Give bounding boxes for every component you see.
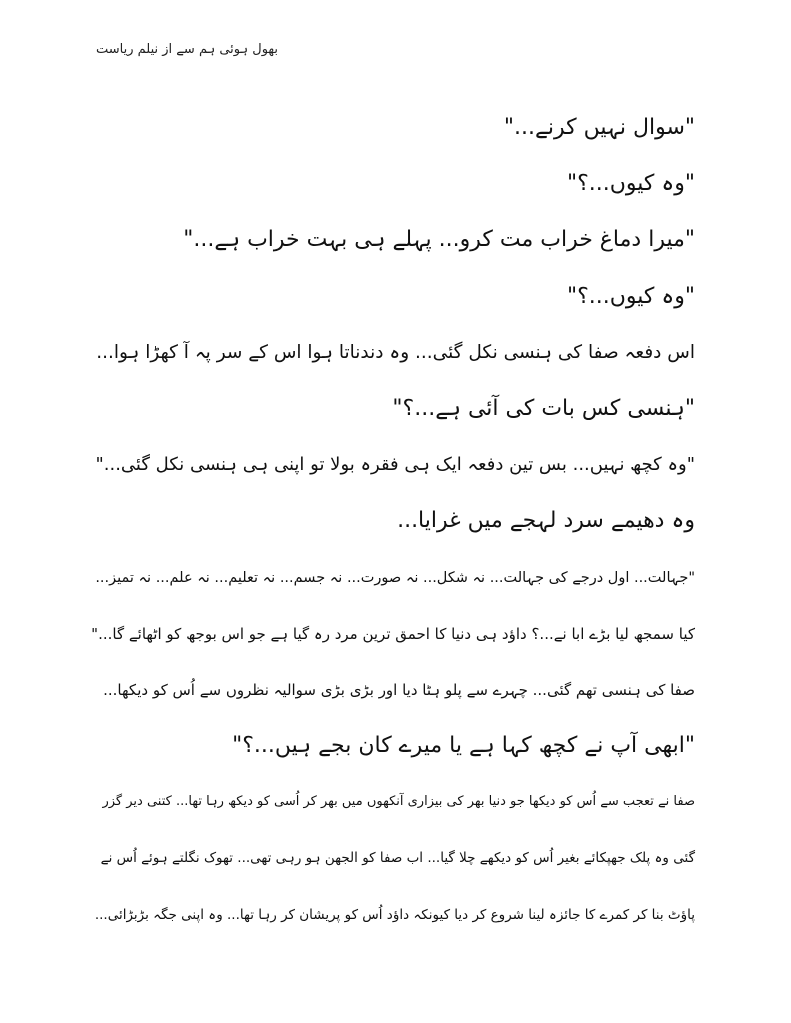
text-line: "میرا دماغ خراب مت کرو... پہلے ہی بہت خراب ہے..." <box>183 227 695 253</box>
text-line: گئی وہ پلک جھپکائے بغیر اُس کو دیکھے چلا گیا... اب صفا کو الجھن ہو رہی تھی... تھوک نگلتے ہوئے اُس نے <box>100 850 695 867</box>
text-line: "وہ کیوں...؟" <box>566 283 695 309</box>
text-line: کیا سمجھ لیا بڑے ابا نے...؟ داؤد ہی دنیا کا احمق ترین مرد رہ گیا ہے جو اس بوجھ کو اٹھائے گا..." <box>91 624 695 643</box>
text-line: "ہنسی کس بات کی آئی ہے...؟" <box>392 395 695 421</box>
text-line: "جہالت... اول درجے کی جہالت... نہ شکل... نہ صورت... نہ جسم... نہ تعلیم... نہ علم... نہ تمیز... <box>95 569 695 586</box>
text-line: "سوال نہیں کرنے..." <box>503 115 695 140</box>
running-header: بھول ہوئی ہم سے از نیلم ریاست <box>96 42 279 57</box>
text-line: "وہ کیوں...؟" <box>566 171 695 197</box>
story-body <box>85 108 695 951</box>
text-line: پاؤٹ بنا کر کمرے کا جائزہ لینا شروع کر دیا کیونکہ داؤد اُس کو پریشان کر رہا تھا... وہ اپنی جگہ بڑبڑائی... <box>94 906 695 923</box>
text-line: "ابھی آپ نے کچھ کہا ہے یا میرے کان بجے ہیں...؟" <box>232 733 695 759</box>
text-line: صفا نے تعجب سے اُس کو دیکھا جو دنیا بھر کی بیزاری آنکھوں میں بھر کر اُسی کو دیکھ رہا تھا... کتنی دیر گزر <box>102 794 695 810</box>
text-line: صفا کی ہنسی تھم گئی... چہرے سے پلو ہٹا دیا اور بڑی بڑی سوالیہ نظروں سے اُس کو دیکھا... <box>103 680 695 699</box>
text-line: وہ دھیمے سرد لہجے میں غرایا... <box>397 508 695 534</box>
text-line: اس دفعہ صفا کی ہنسی نکل گئی... وہ دندناتا ہوا اس کے سر پہ آ کھڑا ہوا... <box>96 341 695 363</box>
text-line: "وہ کچھ نہیں... بس تین دفعہ ایک ہی فقرہ بولا تو اپنی ہی ہنسی نکل گئی..." <box>95 454 695 476</box>
